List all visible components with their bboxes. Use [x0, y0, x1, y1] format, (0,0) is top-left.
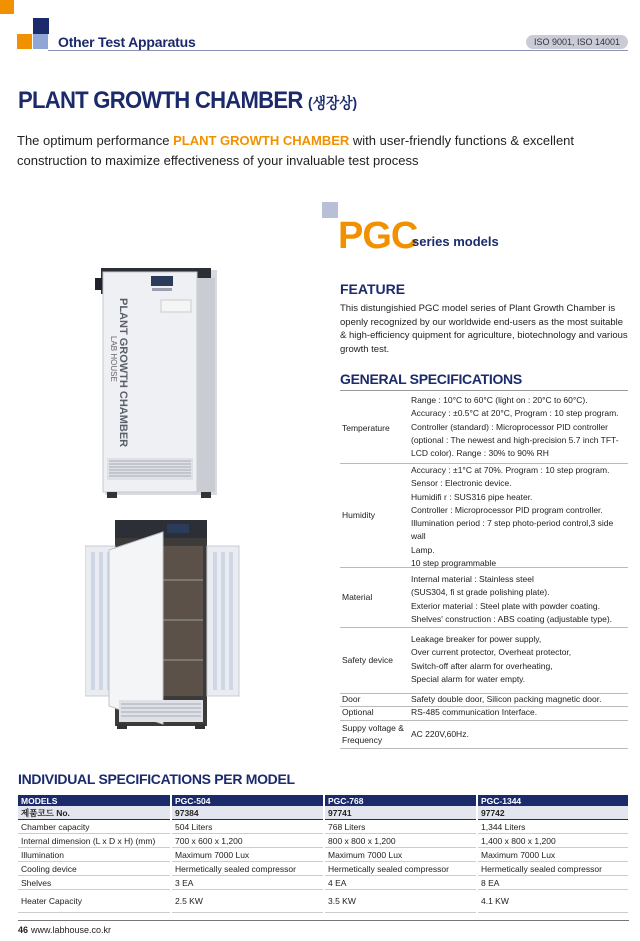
spec-line: Accuracy : ±1°C at 70%. Program : 10 step program. [411, 465, 610, 475]
spec-value [411, 693, 627, 706]
table-cell: 제품코드 No. [18, 806, 171, 820]
table-cell: Illumination [18, 848, 171, 862]
table-cell: Hermetically sealed compressor [171, 862, 324, 876]
table-cell: Maximum 7000 Lux [171, 848, 324, 862]
spec-line: Switch-off after alarm for overheating, [411, 660, 553, 671]
header-square-orange [0, 0, 14, 14]
spec-value [411, 706, 627, 719]
spec-line: (optional : The newest and high-precision 5.7 inch TFT- [411, 434, 619, 445]
footer-rule [18, 920, 629, 921]
header-square-navy [33, 18, 49, 34]
table-row [18, 848, 629, 862]
spec-label: Door [342, 694, 361, 704]
spec-line: Special alarm for water empty. [411, 673, 526, 684]
table-cell: 1,400 x 800 x 1,200 [477, 834, 629, 848]
table-cell: 97742 [477, 806, 629, 820]
table-cell: 97741 [324, 806, 477, 820]
table-cell: 3.5 KW [324, 890, 477, 913]
footer-url: www.labhouse.co.kr [31, 925, 112, 935]
table-cell: Maximum 7000 Lux [477, 848, 629, 862]
product-image-open [85, 520, 245, 730]
header-rule [48, 50, 628, 51]
spec-label: Suppy voltage & Frequency [342, 723, 404, 745]
table-cell: 8 EA [477, 876, 629, 890]
table-cell: 768 Liters [324, 820, 477, 834]
spec-line: Sensor : Electronic device. [411, 478, 512, 489]
spec-line: Exterior material : Steel plate with powder coating. [411, 600, 600, 611]
spec-value [411, 394, 627, 460]
spec-row-temperature [340, 393, 628, 464]
table-row [18, 820, 629, 834]
product-label: PLANT GROWTH CHAMBER [117, 298, 129, 448]
table-cell: 800 x 800 x 1,200 [324, 834, 477, 848]
table-cell: 97384 [171, 806, 324, 820]
table-code-row [18, 806, 629, 820]
table-header-row [18, 795, 629, 806]
table-row [18, 890, 629, 913]
spec-row-material [340, 567, 628, 628]
table-header: PGC-1344 [477, 795, 629, 806]
page-number: 46 [18, 925, 29, 935]
intro-before: The optimum performance [17, 133, 174, 148]
table-cell: Internal dimension (L x D x H) (mm) [18, 834, 171, 848]
product-brand: LAB HOUSE [109, 336, 118, 382]
header-square-orange-2 [17, 34, 32, 49]
spec-line: AC 220V,60Hz. [411, 729, 469, 739]
iso-badge: ISO 9001, ISO 14001 [526, 35, 628, 49]
intro-paragraph [17, 131, 617, 171]
table-cell: 1,344 Liters [477, 820, 629, 834]
spec-row-voltage [340, 720, 628, 749]
spec-row-optional [340, 706, 628, 721]
spec-line: LCD color). Range : 30% to 90% RH [411, 448, 549, 459]
spec-line: Safety double door, Silicon packing magnetic door. [411, 694, 602, 704]
general-spec-rule [340, 390, 628, 391]
individual-spec-table [18, 795, 630, 913]
title-main: PLANT GROWTH CHAMBER [18, 87, 303, 114]
section-label: Other Test Apparatus [58, 34, 196, 50]
spec-line: Illumination period : 7 step photo-period control,3 side wall [411, 518, 614, 542]
table-cell: Hermetically sealed compressor [477, 862, 629, 876]
spec-line: Shelves' construction : ABS coating (adjustable type). [411, 613, 613, 624]
spec-line: Leakage breaker for power supply, [411, 634, 542, 644]
spec-line: Range : 10°C to 60°C (light on : 20°C to 60°C). [411, 395, 588, 405]
table-row [18, 834, 629, 848]
individual-spec-heading: INDIVIDUAL SPECIFICATIONS PER MODEL [18, 771, 295, 787]
pgc-square-gray [322, 202, 338, 218]
table-cell: 4.1 KW [477, 890, 629, 913]
spec-row-humidity [340, 463, 628, 568]
intro-after: with user-friendly functions & excellent construction to maximize effectiveness of your invaluable test process [17, 133, 575, 168]
table-cell: Cooling device [18, 862, 171, 876]
feature-heading: FEATURE [340, 281, 406, 297]
model-name: PGC [338, 215, 418, 257]
spec-line: Humidifi r : SUS316 pipe heater. [411, 491, 533, 502]
table-header: PGC-768 [324, 795, 477, 806]
spec-line: Controller : Microprocessor PID program controller. [411, 504, 603, 515]
spec-row-door [340, 693, 628, 707]
spec-row-safety [340, 627, 628, 694]
spec-line: Controller (standard) : Microprocessor PID controller [411, 421, 608, 432]
spec-line: RS-485 communication Interface. [411, 707, 538, 717]
spec-value [411, 464, 627, 570]
spec-line: Lamp. [411, 544, 435, 555]
table-cell: Hermetically sealed compressor [324, 862, 477, 876]
table-row [18, 862, 629, 876]
title-korean: (생장상) [307, 95, 358, 112]
header-square-blue [33, 34, 48, 49]
spec-line: (SUS304, fi st grade polishing plate). [411, 587, 550, 598]
spec-label: Material [342, 592, 373, 602]
table-cell: Heater Capacity [18, 890, 171, 913]
general-spec-heading: GENERAL SPECIFICATIONS [340, 371, 522, 387]
spec-line: Accuracy : ±0.5°C at 20°C, Program : 10 step program. [411, 408, 619, 419]
table-cell: 2.5 KW [171, 890, 324, 913]
feature-text: This distungishied PGC model series of Plant Growth Chamber is openly recognized by our worldwide end-users as the most suitable & high-efficiency quipment for agriculture, biotechnology and various growth test. [340, 303, 628, 355]
table-cell: Chamber capacity [18, 820, 171, 834]
page-title [18, 87, 357, 115]
spec-value [411, 633, 627, 686]
table-cell: 4 EA [324, 876, 477, 890]
spec-value [411, 573, 627, 626]
footer [18, 925, 111, 935]
table-row [18, 876, 629, 890]
intro-highlight: PLANT GROWTH CHAMBER [173, 133, 350, 148]
spec-label: Humidity [342, 510, 376, 520]
table-header: MODELS [18, 795, 171, 806]
spec-line: 10 step programmable [411, 558, 497, 569]
table-cell: Shelves [18, 876, 171, 890]
table-cell: Maximum 7000 Lux [324, 848, 477, 862]
table-cell: 700 x 600 x 1,200 [171, 834, 324, 848]
product-image-closed [95, 268, 220, 508]
spec-value [411, 728, 627, 741]
table-cell: 504 Liters [171, 820, 324, 834]
spec-line: Internal material : Stainless steel [411, 574, 534, 584]
spec-label: Safety device [342, 655, 394, 665]
model-series: series models [412, 234, 499, 249]
table-cell: 3 EA [171, 876, 324, 890]
table-header: PGC-504 [171, 795, 324, 806]
spec-line: Over current protector, Overheat protector, [411, 647, 572, 658]
spec-label: Temperature [342, 423, 390, 433]
spec-label: Optional [342, 707, 374, 717]
